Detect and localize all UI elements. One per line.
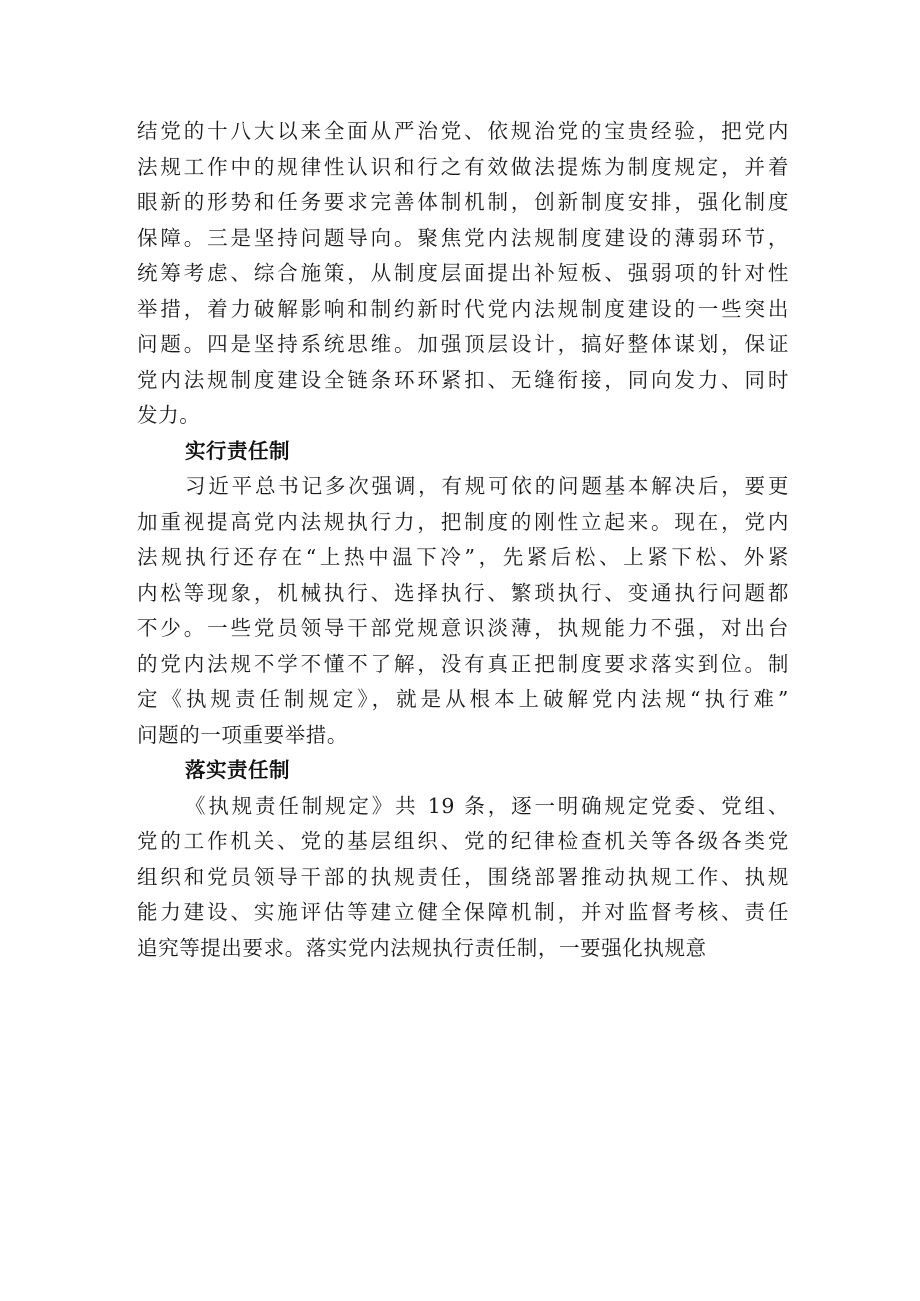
text-line: 追究等提出要求。落实党内法规执行责任制，一要强化执规意 xyxy=(137,935,707,960)
text-line: 习近平总书记多次强调，有规可依的问题基本解决后，要更 xyxy=(185,474,789,498)
section-heading: 实行责任制 xyxy=(185,438,290,463)
paragraph xyxy=(137,469,789,753)
text-line: 内松等现象，机械执行、选择执行、繁琐执行、变通执行问题都 xyxy=(137,580,789,605)
text-line: 统筹考虑、综合施策，从制度层面提出补短板、强弱项的针对性 xyxy=(137,261,789,285)
text-line: 结党的十八大以来全面从严治党、依规治党的宝贵经验，把党内 xyxy=(137,119,789,143)
text-line: 举措，着力破解影响和制约新时代党内法规制度建设的一些突出 xyxy=(137,296,789,321)
text-line: 问题的一项重要举措。 xyxy=(137,722,348,747)
text-line: 发力。 xyxy=(137,403,201,427)
text-line: 加重视提高党内法规执行力，把制度的刚性立起来。现在，党内 xyxy=(137,509,789,534)
text-line: 能力建设、实施评估等建立健全保障机制，并对监督考核、责任 xyxy=(137,900,789,924)
text-line: 党的工作机关、党的基层组织、党的纪律检查机关等各级各类党 xyxy=(137,829,789,853)
text-line: 党内法规制度建设全链条环环紧扣、无缝衔接，同向发力、同时 xyxy=(137,367,789,392)
text-line: 组织和党员领导干部的执规责任，围绕部署推动执规工作、执规 xyxy=(137,864,789,889)
text-line: 定《执规责任制规定》，就是从根本上破解党内法规“执行难” xyxy=(137,687,789,711)
paragraph-continuation xyxy=(137,114,789,434)
paragraph xyxy=(137,789,789,967)
text-line: 问题。四是坚持系统思维。加强顶层设计，搞好整体谋划，保证 xyxy=(137,332,789,356)
text-line: 不少。一些党员领导干部党规意识淡薄，执规能力不强，对出台 xyxy=(137,616,789,640)
section-heading: 落实责任制 xyxy=(185,758,290,782)
document-page xyxy=(137,114,789,966)
text-line: 法规执行还存在“上热中温下冷”，先紧后松、上紧下松、外紧 xyxy=(137,545,789,569)
text-line: 保障。三是坚持问题导向。聚焦党内法规制度建设的薄弱环节， xyxy=(137,225,789,250)
text-line: 的党内法规不学不懂不了解，没有真正把制度要求落实到位。制 xyxy=(137,651,789,676)
text-line: 眼新的形势和任务要求完善体制机制，创新制度安排，强化制度 xyxy=(137,190,789,214)
text-line: 《执规责任制规定》共 19 条，逐一明确规定党委、党组、 xyxy=(185,793,789,818)
text-line: 法规工作中的规律性认识和行之有效做法提炼为制度规定，并着 xyxy=(137,154,789,179)
